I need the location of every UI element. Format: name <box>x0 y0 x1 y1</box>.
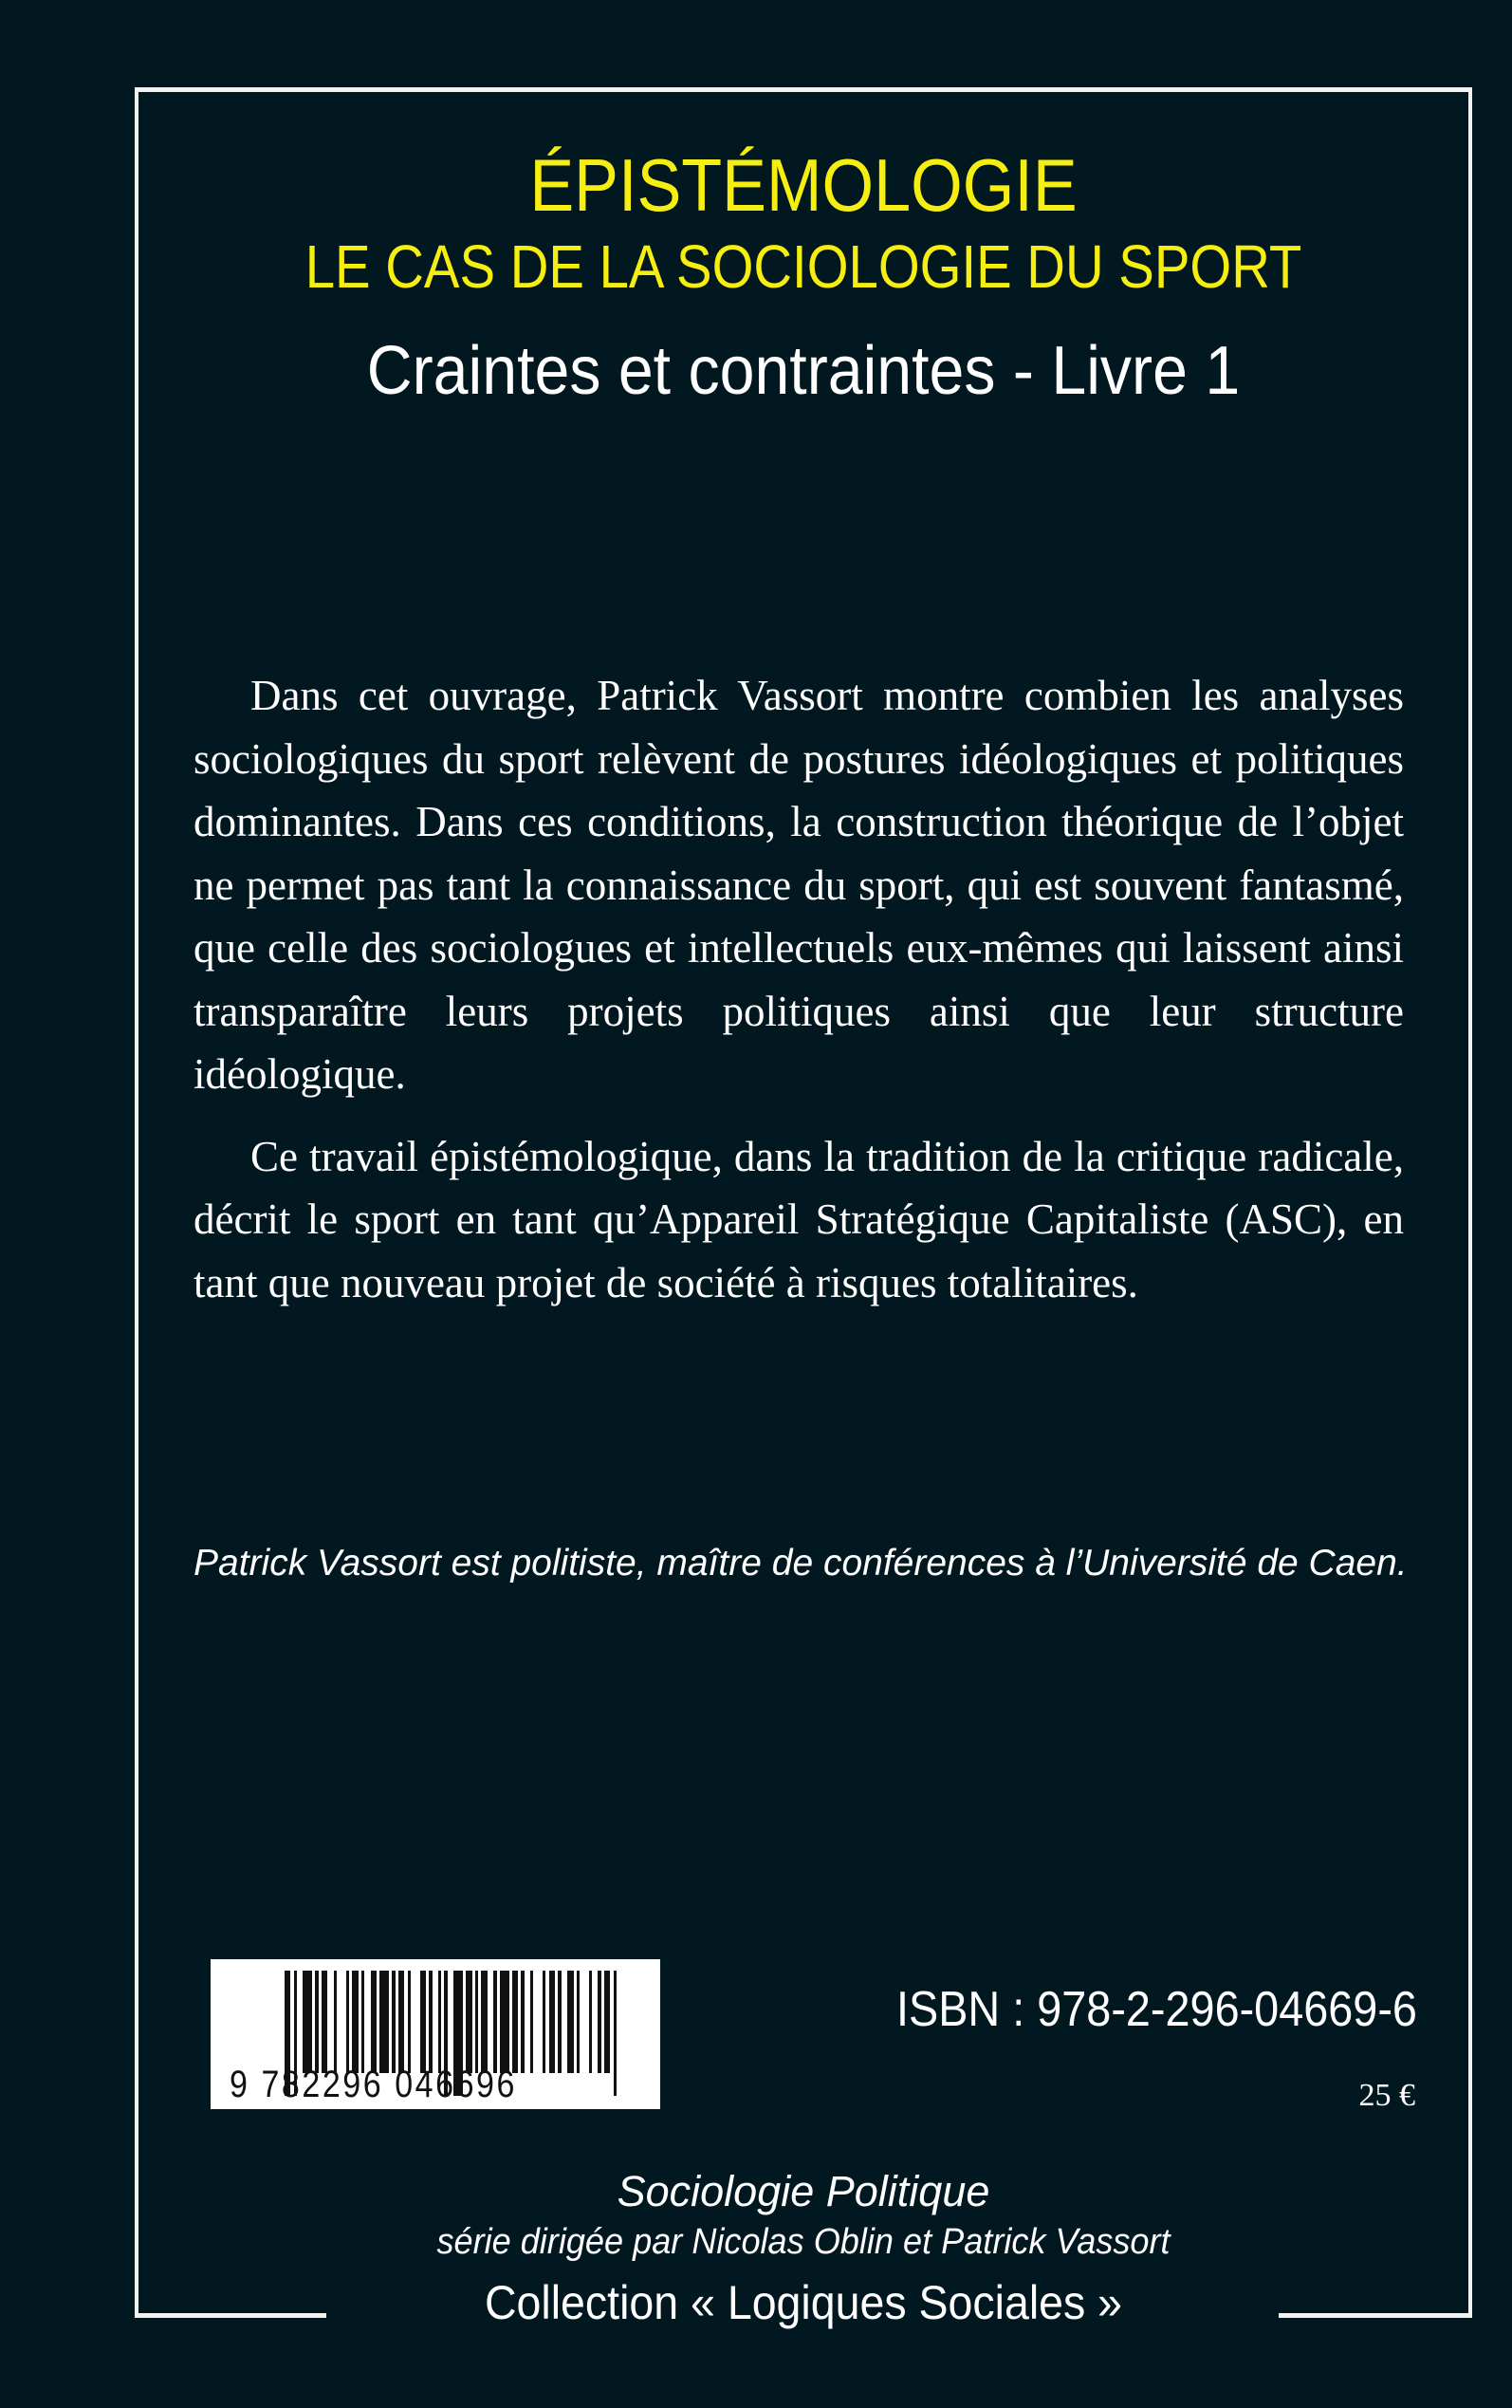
collection-name: Collection « Logiques Sociales » <box>484 2276 1123 2329</box>
frame-border-right <box>1468 87 1472 2318</box>
barcode-space <box>337 1971 346 2073</box>
barcode-space <box>533 1971 543 2073</box>
barcode <box>211 1959 660 2109</box>
blurb-paragraph: Ce travail épistémologique, dans la tradition de la critique radicale, décrit le sport en tant qu’Appareil Stratégique Capitaliste (ASC), en tant que nouveau projet de société à risques totalitaires. <box>194 1132 1404 1306</box>
author-bio: Patrick Vassort est politiste, maître de conférences à l’Université de Caen. <box>194 1543 1408 1584</box>
barcode-digits: 9 782296 046696 <box>230 2064 517 2105</box>
barcode-bar <box>303 1971 312 2073</box>
blurb-paragraph: Dans cet ouvrage, Patrick Vassort montre combien les analyses sociologiques du sport relèvent de postures idéologiques et politiques dominantes. Dans ces conditions, la construction théorique de l’objet ne permet pas tant la connaissance du sport, qui est souvent fantasmé, que celle des sociologues et intellectuels eux-mêmes qui laissent ainsi transparaître leurs projets politiques ainsi que leur structure idéologique. <box>194 672 1404 1098</box>
isbn: ISBN : 978-2-296-04669-6 <box>896 1982 1417 2037</box>
blurb <box>194 664 1404 1333</box>
barcode-bars <box>285 1971 620 2073</box>
barcode-space <box>411 1971 420 2073</box>
price: 25 € <box>1358 2078 1415 2113</box>
book-title: ÉPISTÉMOLOGIE <box>529 143 1078 227</box>
series-name: Sociologie Politique <box>617 2167 990 2215</box>
frame-border-left <box>135 87 138 2318</box>
book-subtitle: LE CAS DE LA SOCIOLOGIE DU SPORT <box>304 232 1302 301</box>
frame-border-top <box>135 87 1472 92</box>
barcode-space <box>617 1971 619 2096</box>
barcode-bar <box>500 1971 509 2073</box>
series-editors: série dirigée par Nicolas Oblin et Patrick Vassort <box>436 2222 1171 2262</box>
barcode-bar <box>379 1971 389 2073</box>
volume-title: Craintes et contraintes - Livre 1 <box>366 333 1241 409</box>
barcode-space <box>580 1971 589 2073</box>
